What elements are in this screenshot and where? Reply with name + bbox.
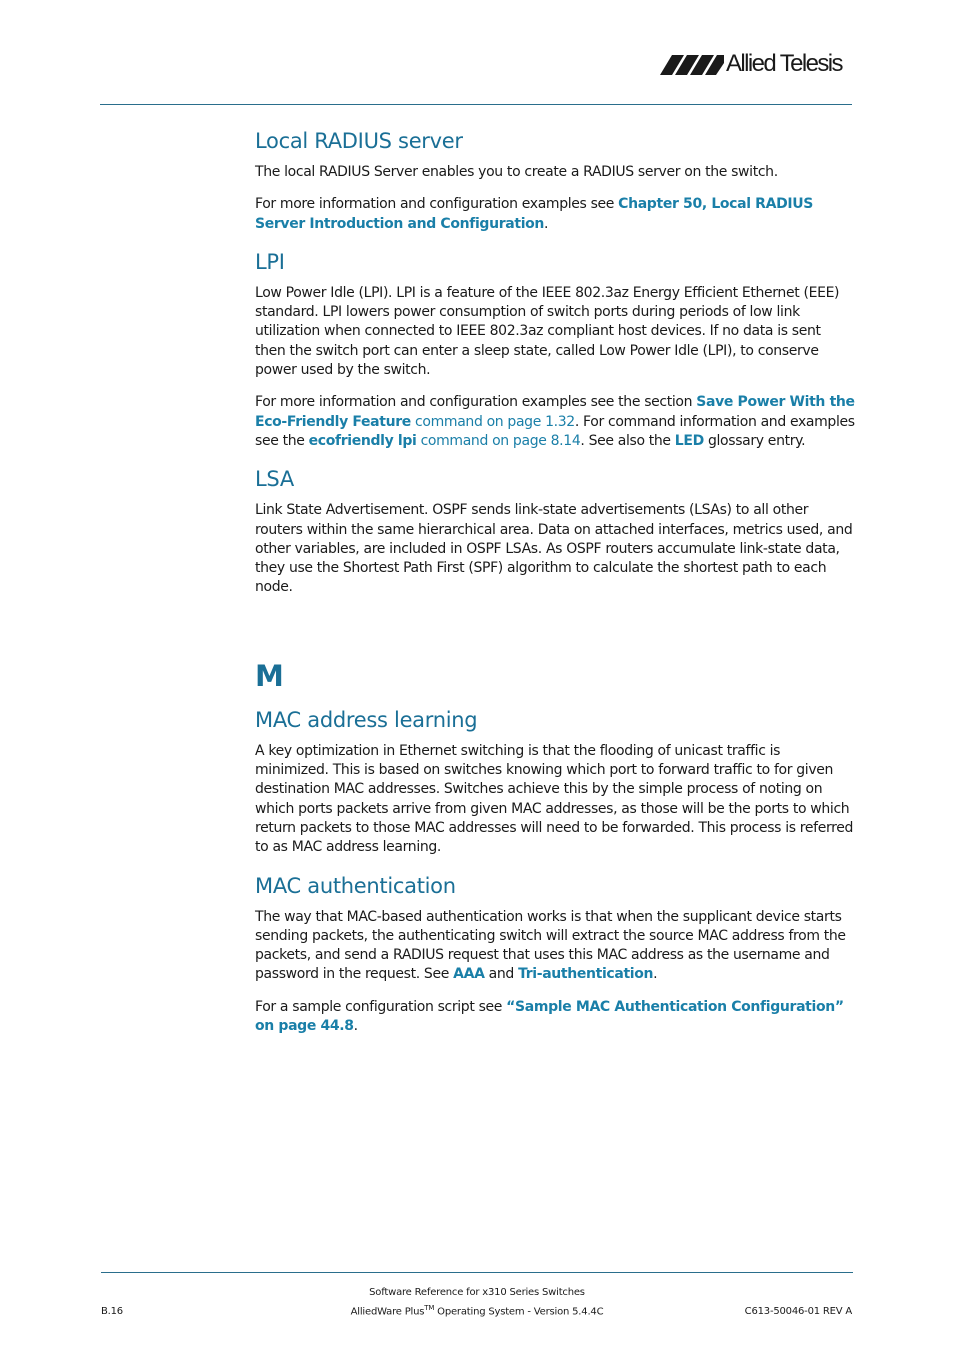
- lsa-paragraph: Link State Advertisement. OSPF sends link-state advertisements (LSAs) to all other routers within the same hierarchical area. Data on attached interfaces, metrics used, and other variables, are included in OSPF LSAs. As OSPF routers accumulate link-state data, they use the Shortest Path First (SPF) algorithm to calculate the shortest path to each node.: [255, 502, 853, 596]
- brand-name: Allied Telesis: [726, 50, 842, 77]
- logo-mark-icon: [660, 53, 724, 77]
- letter-heading-m: M: [255, 658, 284, 693]
- link-save-power-ref[interactable]: command on page 1.32: [410, 413, 575, 430]
- section-title-local-radius: Local RADIUS server: [255, 129, 463, 153]
- link-ecofriendly-lpi-ref[interactable]: command on page 8.14: [416, 432, 581, 449]
- section-title-lsa: LSA: [255, 467, 294, 492]
- footer-tm: TM: [424, 1304, 435, 1312]
- mac-auth-sample: [255, 998, 855, 1037]
- section-title-mac-learning: MAC address learning: [255, 707, 478, 732]
- local-radius-paragraph: The local RADIUS Server enables you to create a RADIUS server on the switch.: [255, 164, 778, 180]
- local-radius-more-info: [255, 195, 855, 234]
- text-span: The way that MAC-based authentication works is that when the supplicant device starts sending packets, the authenticating switch will extract the source MAC address from the packets, and send a RADIUS request that uses this MAC address as the username and password in the request. See: [255, 908, 846, 983]
- link-local-radius-chapter[interactable]: Chapter 50, Local RADIUS Server Introduction and Configuration: [255, 196, 813, 232]
- link-led[interactable]: LED: [674, 432, 704, 449]
- section-title-mac-auth: MAC authentication: [255, 873, 456, 898]
- page-content: [255, 126, 855, 1036]
- lpi-more-info: [255, 393, 855, 451]
- header-divider: [100, 104, 852, 105]
- link-ecofriendly-lpi[interactable]: ecofriendly lpi: [308, 432, 417, 449]
- text-span: For more information and configuration examples see the section: [255, 394, 697, 411]
- link-sample-mac-auth-config[interactable]: “Sample MAC Authentication Configuration” on page 44.8: [255, 998, 844, 1035]
- text-span: and: [484, 966, 519, 983]
- lpi-paragraph: Low Power Idle (LPI). LPI is a feature of the IEEE 802.3az Energy Efficient Ethernet (EEE) standard. LPI lowers power consumption of switch ports during periods of low link utilization when connected to IEEE 802.3az compliant host devices. If no data is sent then the switch port can enter a sleep state, called Low Power Idle (LPI), to conserve power used by the switch.: [255, 284, 840, 379]
- text-span: glossary entry.: [703, 432, 806, 449]
- text-span: For more information and configuration examples see: [255, 196, 619, 213]
- link-aaa[interactable]: AAA: [453, 966, 485, 983]
- text-span: .: [544, 215, 549, 232]
- text-span: .: [353, 1018, 358, 1035]
- link-save-power[interactable]: Save Power With the Eco-Friendly Feature: [255, 394, 855, 430]
- footer-page-number: B.16: [101, 1306, 123, 1317]
- section-title-lpi: LPI: [255, 249, 285, 274]
- text-span: . See also the: [580, 432, 675, 449]
- text-span: . For command information and examples see the: [255, 413, 855, 449]
- footer-os-name: AlliedWare Plus: [350, 1306, 425, 1318]
- footer-divider: [101, 1272, 853, 1273]
- link-tri-authentication[interactable]: Tri-authentication: [518, 966, 654, 983]
- text-span: .: [653, 966, 658, 983]
- mac-auth-paragraph: [255, 908, 855, 985]
- allied-telesis-logo: [660, 50, 854, 80]
- footer-doc-title: Software Reference for x310 Series Switches: [369, 1287, 585, 1298]
- text-span: For a sample configuration script see: [255, 998, 507, 1015]
- mac-learning-paragraph: A key optimization in Ethernet switching is that the flooding of unicast traffic is minimized. This is based on switches knowing which port to forward traffic to for given destination MAC addresses. Switches achieve this by the simple process of noting on which ports packets arrive from given MAC addresses, as those will be the ports to which return packets to those MAC addresses will need to be forwarded. This process is referred to as MAC address learning.: [255, 742, 854, 856]
- footer-doc-code: C613-50046-01 REV A: [744, 1306, 852, 1317]
- footer-os-version: Operating System - Version 5.4.4C: [434, 1306, 604, 1318]
